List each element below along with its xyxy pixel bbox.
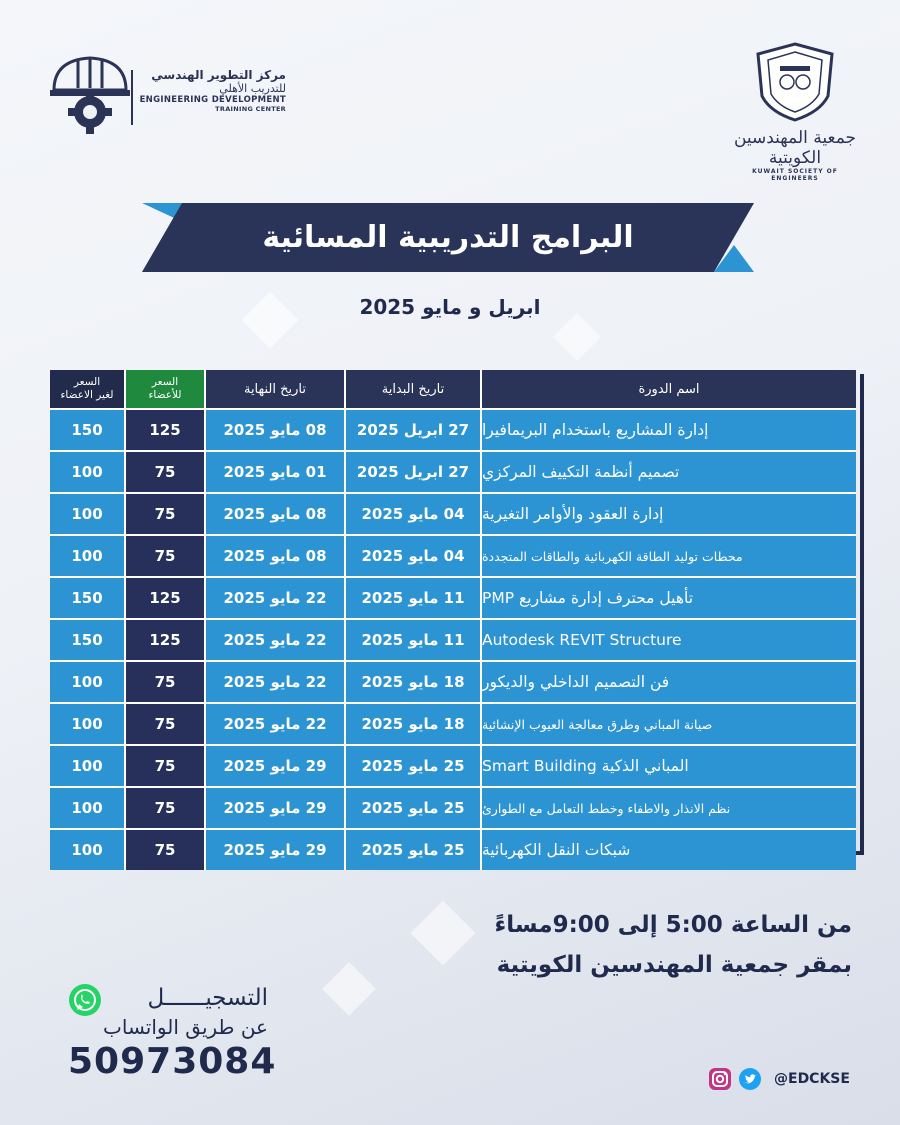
page-subtitle: ابريل و مايو 2025 [359,295,541,319]
header-end-date: تاريخ النهاية [206,370,346,408]
price-non-member: 150 [50,578,126,618]
background-diamond [553,313,601,361]
header-price-non-members [50,370,126,408]
course-name: تأهيل محترف إدارة مشاريع PMP [482,578,856,618]
table-row [50,704,856,746]
kse-name-en: KUWAIT SOCIETY OF ENGINEERS [752,168,838,182]
price-non-member: 100 [50,662,126,702]
price-member: 75 [126,788,206,828]
price-non-member: 100 [50,536,126,576]
registration-title: التسجيــــــل [147,985,268,1011]
table-row [50,452,856,494]
end-date: 01 مايو 2025 [206,452,346,492]
start-date: 18 مايو 2025 [346,662,482,702]
price-non-member: 100 [50,494,126,534]
table-header [50,370,856,410]
registration-block [68,985,277,1082]
header-course-name: اسم الدورة [482,370,856,408]
start-date: 27 ابريل 2025 [346,452,482,492]
price-member: 75 [126,452,206,492]
instagram-icon[interactable] [708,1067,732,1091]
price-non-member: 100 [50,746,126,786]
header-price-non-members-line1: السعر [73,376,101,388]
social-links [708,1067,850,1091]
course-name: تصميم أنظمة التكييف المركزي [482,452,856,492]
course-name: فن التصميم الداخلي والديكور [482,662,856,702]
price-member: 125 [126,578,206,618]
end-date: 29 مايو 2025 [206,746,346,786]
kse-name-ar: جمعية المهندسين الكويتية [733,128,857,168]
header-price-members-line1: السعر [151,376,179,388]
course-name: إدارة المشاريع باستخدام البريمافيرا [482,410,856,450]
header-start-date: تاريخ البداية [346,370,482,408]
start-date: 25 مايو 2025 [346,830,482,870]
price-member: 75 [126,746,206,786]
page-title: البرامج التدريبية المسائية [262,220,634,255]
end-date: 22 مايو 2025 [206,578,346,618]
logo-divider [131,70,133,125]
start-date: 27 ابريل 2025 [346,410,482,450]
edc-logo [48,48,288,138]
price-member: 75 [126,494,206,534]
schedule-time: من الساعة 5:00 إلى 9:00مساءً [494,912,852,938]
table-row [50,788,856,830]
price-member: 75 [126,662,206,702]
background-diamond [322,962,376,1016]
end-date: 29 مايو 2025 [206,788,346,828]
end-date: 22 مايو 2025 [206,704,346,744]
price-member: 75 [126,830,206,870]
end-date: 08 مايو 2025 [206,536,346,576]
start-date: 11 مايو 2025 [346,620,482,660]
background-diamond [410,900,475,965]
table-row [50,536,856,578]
table-row [50,830,856,870]
table-row [50,578,856,620]
edc-name-ar-line2: للتدريب الأهلي [219,82,286,95]
start-date: 25 مايو 2025 [346,746,482,786]
social-handle[interactable]: @EDCKSE [774,1071,850,1087]
registration-phone[interactable]: 50973084 [68,1041,277,1082]
table-row [50,620,856,662]
course-name: صيانة المباني وطرق معالجة العيوب الإنشائية [482,704,856,744]
course-name: Autodesk REVIT Structure [482,620,856,660]
end-date: 22 مايو 2025 [206,620,346,660]
edc-name [136,68,286,113]
header-price-non-members-line2: لغير الاعضاء [60,389,114,401]
header-price-members-line2: للأعضاء [148,389,182,401]
end-date: 08 مايو 2025 [206,494,346,534]
table-row [50,746,856,788]
price-non-member: 100 [50,704,126,744]
start-date: 25 مايو 2025 [346,788,482,828]
course-name: إدارة العقود والأوامر التغيرية [482,494,856,534]
price-member: 125 [126,620,206,660]
start-date: 18 مايو 2025 [346,704,482,744]
price-non-member: 100 [50,788,126,828]
kse-seal-icon [750,40,840,122]
edc-name-ar-line1: مركز التطوير الهندسي [151,68,286,82]
course-name: محطات توليد الطاقة الكهربائية والطاقات المتجددة [482,536,856,576]
price-non-member: 100 [50,452,126,492]
start-date: 11 مايو 2025 [346,578,482,618]
course-name: شبكات النقل الكهربائية [482,830,856,870]
end-date: 22 مايو 2025 [206,662,346,702]
kse-logo [730,40,860,182]
price-non-member: 150 [50,620,126,660]
table-row [50,410,856,452]
schedule-info [495,905,852,985]
header-price-members [126,370,206,408]
price-member: 75 [126,536,206,576]
edc-name-en-line1: ENGINEERING DEVELOPMENT [139,95,286,105]
twitter-icon[interactable] [738,1067,762,1091]
end-date: 29 مايو 2025 [206,830,346,870]
edc-name-en-line2: TRAINING CENTER [215,105,286,113]
price-non-member: 100 [50,830,126,870]
start-date: 04 مايو 2025 [346,494,482,534]
course-name: نظم الانذار والاطفاء وخطط التعامل مع الطوارئ [482,788,856,828]
price-member: 125 [126,410,206,450]
registration-via: عن طريق الواتساب [103,1015,268,1039]
hard-hat-gear-icon [48,48,132,138]
table-row [50,662,856,704]
course-name: المباني الذكية Smart Building [482,746,856,786]
courses-table [50,370,856,870]
end-date: 08 مايو 2025 [206,410,346,450]
price-member: 75 [126,704,206,744]
title-banner [142,200,754,275]
schedule-location: بمقر جمعية المهندسين الكويتية [496,952,852,978]
table-row [50,494,856,536]
start-date: 04 مايو 2025 [346,536,482,576]
price-non-member: 150 [50,410,126,450]
